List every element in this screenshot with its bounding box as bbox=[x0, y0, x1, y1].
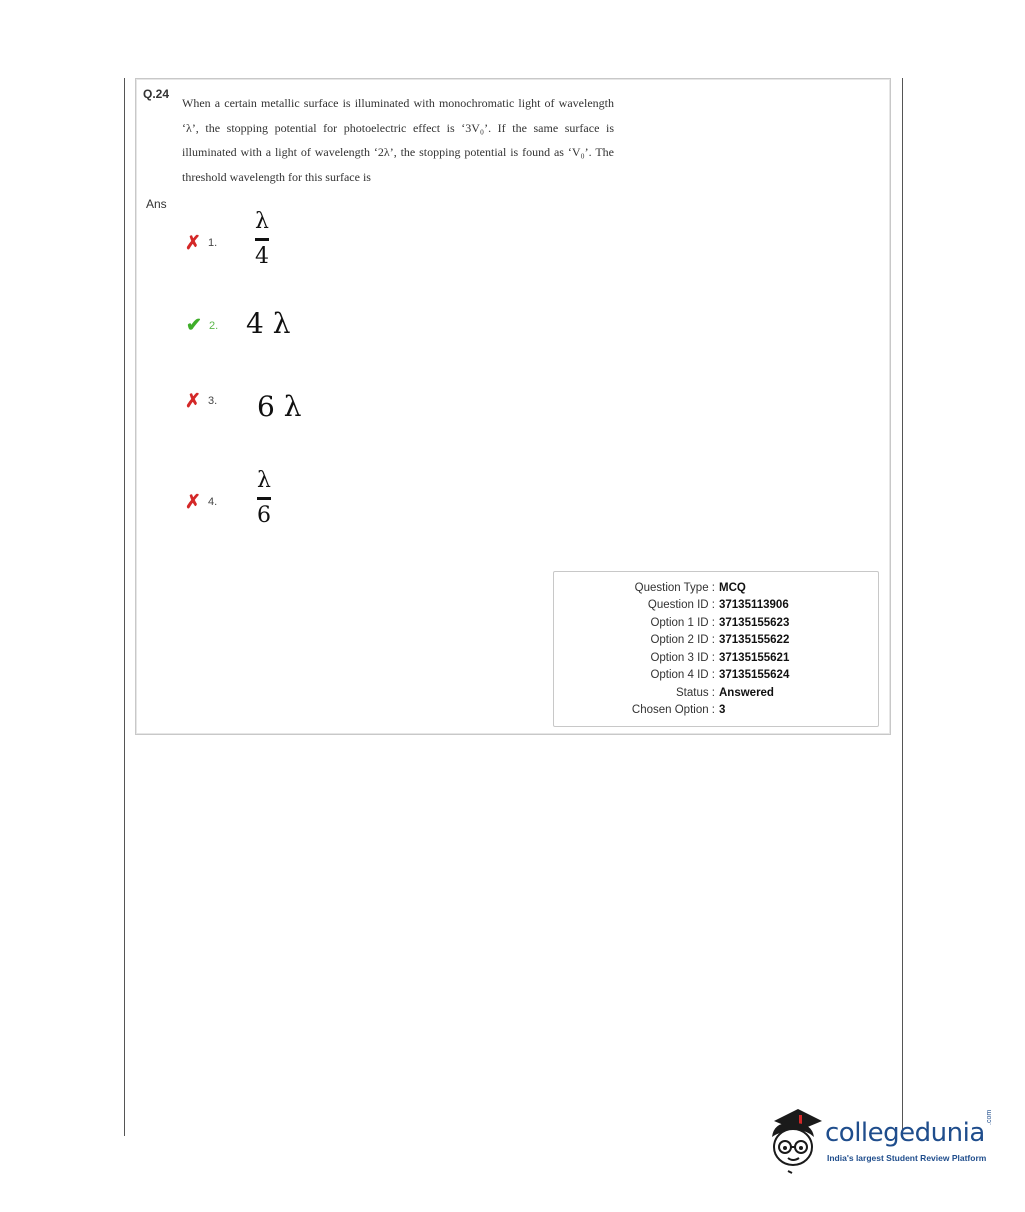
question-info-box bbox=[553, 571, 879, 727]
option-4-fraction bbox=[251, 469, 277, 528]
info-row-question-id: Question ID : 37135113906 bbox=[647, 599, 789, 611]
answer-label: Ans bbox=[146, 197, 167, 211]
wrong-cross-icon: ✗ bbox=[185, 492, 201, 513]
logo-suffix: .com bbox=[986, 1109, 993, 1125]
option-1-fraction bbox=[249, 210, 275, 269]
option-3-expression: 6 λ bbox=[257, 390, 302, 423]
option-2-expression: 4 λ bbox=[246, 307, 291, 340]
logo-tagline: India's largest Student Review Platform bbox=[827, 1153, 987, 1163]
info-row-option4-id: Option 4 ID : 37135155624 bbox=[650, 669, 790, 681]
question-number: Q.24 bbox=[143, 87, 170, 101]
info-row-option2-id: Option 2 ID : 37135155622 bbox=[650, 634, 790, 646]
option-4-number: 4. bbox=[208, 496, 218, 508]
logo-wordmark: collegedunia bbox=[825, 1118, 985, 1148]
option-3-number: 3. bbox=[208, 395, 218, 407]
option-4-denominator: 6 bbox=[257, 503, 271, 528]
question-text: When a certain metallic surface is illuminated with monochromatic light of wavelength ‘λ’, the stopping potential for photoelectric effect is ‘3V₀’. If the same surface is illuminated with a light of wavelength ‘2λ’, the stopping potential is found as ‘V₀’. The threshold wavelength for this surface is bbox=[182, 96, 614, 184]
mascot-icon bbox=[766, 1103, 826, 1183]
collegedunia-logo bbox=[766, 1103, 996, 1183]
page-left-rule bbox=[124, 78, 125, 1136]
option-1-number: 1. bbox=[208, 237, 218, 249]
option-1-numerator: λ bbox=[255, 209, 269, 234]
page-right-rule bbox=[902, 78, 903, 1136]
wrong-cross-icon: ✗ bbox=[185, 391, 201, 412]
info-row-chosen-option: Chosen Option : 3 bbox=[631, 704, 726, 716]
correct-check-icon: ✔ bbox=[186, 315, 202, 336]
option-4-numerator: λ bbox=[257, 468, 271, 493]
info-row-status: Status : Answered bbox=[676, 687, 774, 699]
info-row-option3-id: Option 3 ID : 37135155621 bbox=[650, 652, 790, 664]
info-row-question-type: Question Type : MCQ bbox=[634, 582, 746, 594]
fraction-bar bbox=[255, 238, 269, 241]
wrong-cross-icon: ✗ bbox=[185, 233, 201, 254]
option-2-number: 2. bbox=[209, 320, 219, 332]
info-row-option1-id: Option 1 ID : 37135155623 bbox=[650, 617, 790, 629]
option-1-denominator: 4 bbox=[255, 244, 269, 269]
fraction-bar bbox=[257, 497, 271, 500]
